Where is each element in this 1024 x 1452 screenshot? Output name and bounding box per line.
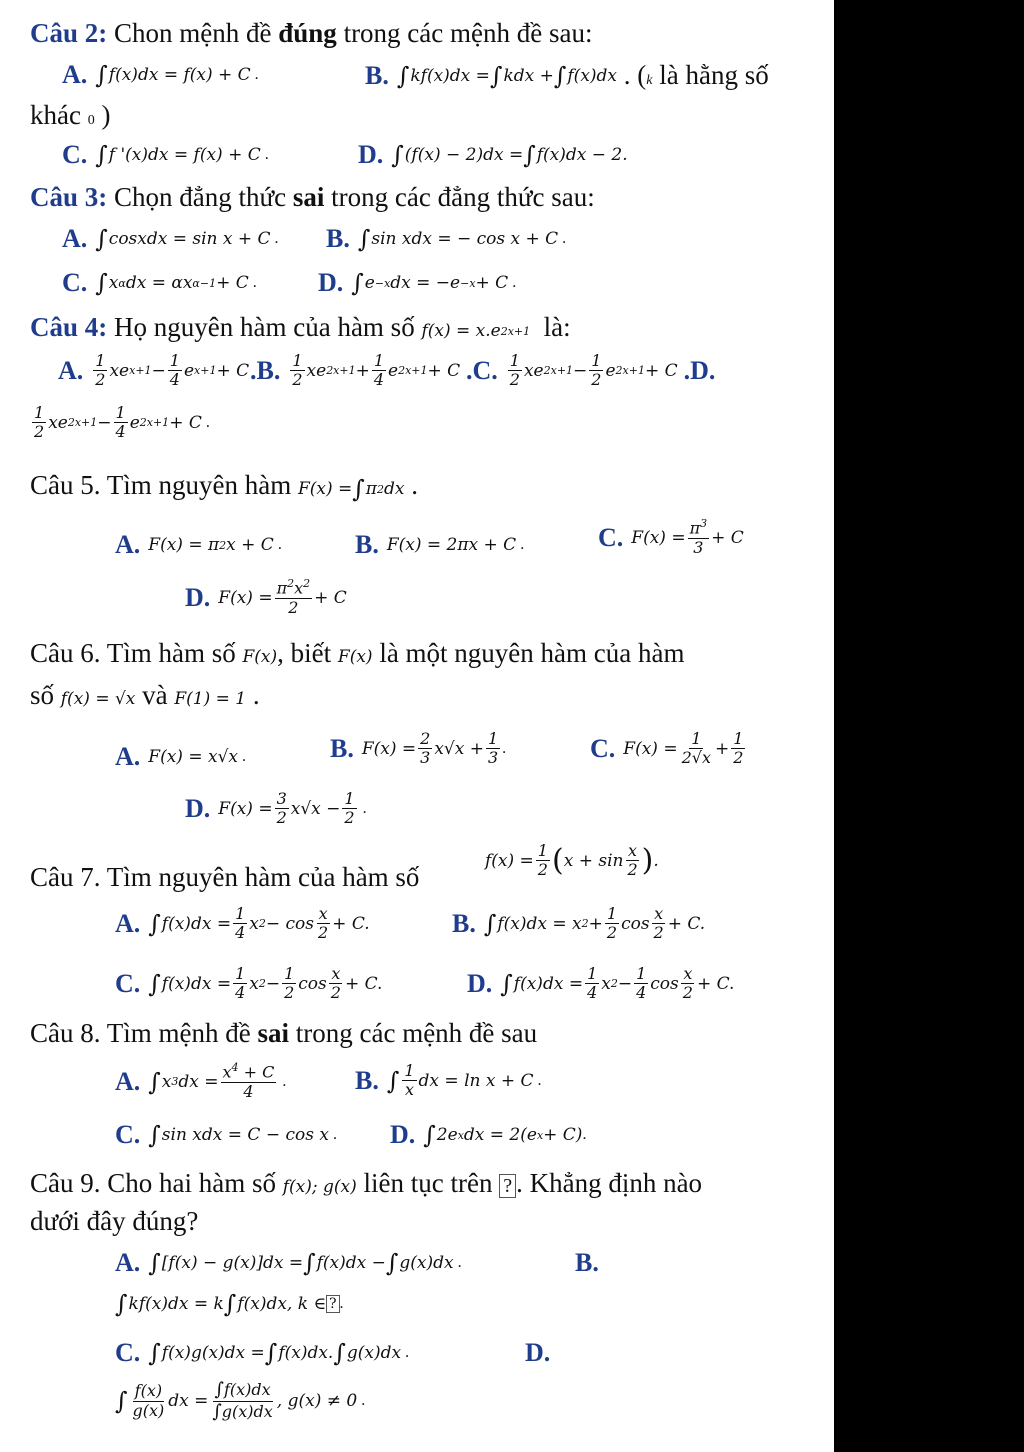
q3-option-c: C. ∫ x α dx = αx α−1 + C . <box>62 268 257 297</box>
q8-option-d: D. ∫ 2e x dx = 2(e x + C) . <box>390 1120 587 1149</box>
q8-option-b: B. ∫ $\frac{1}{x}$ dx = ln x + C . <box>355 1061 542 1100</box>
q3-option-b: B. ∫ sin xdx = − cos x + C . <box>326 224 567 253</box>
q7-title-formula: f(x) = $\frac{1}{2}$ ( x + sin $\frac{x}{2}$ ) . <box>485 841 659 880</box>
q2-title: Câu 2: Chon mệnh đề đúng trong các mệnh đề sau: <box>30 18 593 48</box>
q4-option-b: .B. $\frac{1}{2}$ xe 2x+1 + $\frac{1}{4}$ e 2x+1 + C <box>250 351 461 390</box>
q9-option-d: ∫ $\frac{f(x)}{g(x)}$ dx = $\frac{\int f(x)dx}{\int g(x)dx}$ , g(x) ≠ 0 . <box>115 1379 366 1422</box>
q8-option-c: C. ∫ sin xdx = C − cos x . <box>115 1120 337 1149</box>
q2-option-a: A. ∫ f(x)dx = f(x) + C . <box>62 60 259 89</box>
q8-title: Câu 8. Tìm mệnh đề sai trong các mệnh đề sau <box>30 1018 538 1048</box>
q6-title: Câu 6. Tìm hàm số F(x), biết F(x) là một nguyên hàm của hàm <box>30 638 685 668</box>
q9-title2: dưới đây đúng? <box>30 1206 199 1236</box>
q2-b-note: khác 0 ) <box>30 100 111 130</box>
q7-option-b: B. ∫ f(x)dx = x 2 + $\frac{1}{2}$ cos $\frac{x}{2}$ + C. <box>452 904 706 943</box>
q2-option-c: C. ∫ f '(x)dx = f(x) + C . <box>62 140 269 169</box>
q2-option-d: D. ∫ (f(x) − 2)dx = ∫ f(x)dx − 2. <box>358 140 628 169</box>
q3-title: Câu 3: Chọn đẳng thức sai trong các đẳng thức sau: <box>30 182 595 212</box>
q9-option-c: C. ∫ f(x)g(x)dx = ∫ f(x)dx. ∫ g(x)dx . <box>115 1338 410 1367</box>
q4-title: Câu 4: Họ nguyên hàm của hàm số f(x) = x.e 2x+1 là: <box>30 312 571 342</box>
q6-option-c: C. F(x) = $\frac{1}{2√x}$ + $\frac{1}{2}$ <box>590 729 744 768</box>
q6-option-d: D. F(x) = $\frac{3}{2}$ x√x − $\frac{1}{2}$ . <box>185 789 367 828</box>
q9-option-b: ∫ kf(x)dx = k ∫ f(x)dx, k ∈ ? . <box>115 1290 344 1318</box>
q7-option-d: D. ∫ f(x)dx = $\frac{1}{4}$ x 2 − $\frac{1}{4}$ cos $\frac{x}{2}$ + C. <box>467 964 735 1003</box>
q3-option-a: A. ∫ cosxdx = sin x + C . <box>62 224 279 253</box>
q7-option-a: A. ∫ f(x)dx = $\frac{1}{4}$ x 2 − cos $\frac{x}{2}$ + C. <box>115 904 370 943</box>
q6-option-a: A. F(x) = x√x . <box>115 742 246 771</box>
q9-title: Câu 9. Cho hai hàm số f(x); g(x) liên tục trên ? . Khẳng định nào <box>30 1168 703 1198</box>
q5-title: Câu 5. Tìm nguyên hàm F(x) = ∫ π 2 dx . <box>30 470 418 503</box>
q3-option-d: D. ∫ e −x dx = −e −x + C . <box>318 268 517 297</box>
q5-option-d: D. F(x) = $\frac{\pi^2x^2}{2}$ + C <box>185 577 347 617</box>
q7-option-c: C. ∫ f(x)dx = $\frac{1}{4}$ x 2 − $\frac{1}{2}$ cos $\frac{x}{2}$ + C. <box>115 964 383 1003</box>
q9-option-a: A. ∫ [f(x) − g(x)]dx = ∫ f(x)dx − ∫ g(x)dx . <box>115 1248 462 1277</box>
q8-option-a: A. ∫ x 3 dx = $\frac{x^4 + C}{4}$ . <box>115 1061 287 1101</box>
q2-option-b: B. ∫ kf(x)dx = ∫ kdx + ∫ f(x)dx . (k là hằng số <box>365 60 769 90</box>
q4-option-c: .C. $\frac{1}{2}$ xe 2x+1 − $\frac{1}{2}$ e 2x+1 + C .D. <box>466 351 716 390</box>
q5-option-a: A. F(x) = π 2 x + C . <box>115 530 282 559</box>
black-margin <box>834 0 1024 1452</box>
q6-option-b: B. F(x) = $\frac{2}{3}$ x√x + $\frac{1}{3}$ . <box>330 729 507 768</box>
q5-option-c: C. F(x) = $\frac{\pi^3}{3}$ + C <box>598 517 744 557</box>
q4-option-d: $\frac{1}{2}$ xe 2x+1 − $\frac{1}{4}$ e 2x+1 + C . <box>34 403 210 442</box>
q9-option-b-key: B. <box>575 1248 599 1277</box>
q4-option-a: A. $\frac{1}{2}$ xe x+1 − $\frac{1}{4}$ e x+1 + C <box>58 351 250 390</box>
q7-title: Câu 7. Tìm nguyên hàm của hàm số <box>30 862 420 892</box>
q9-option-d-key: D. <box>525 1338 551 1367</box>
q6-title2: số f(x) = √x và F(1) = 1 . <box>30 680 260 710</box>
q5-option-b: B. F(x) = 2πx + C . <box>355 530 525 559</box>
